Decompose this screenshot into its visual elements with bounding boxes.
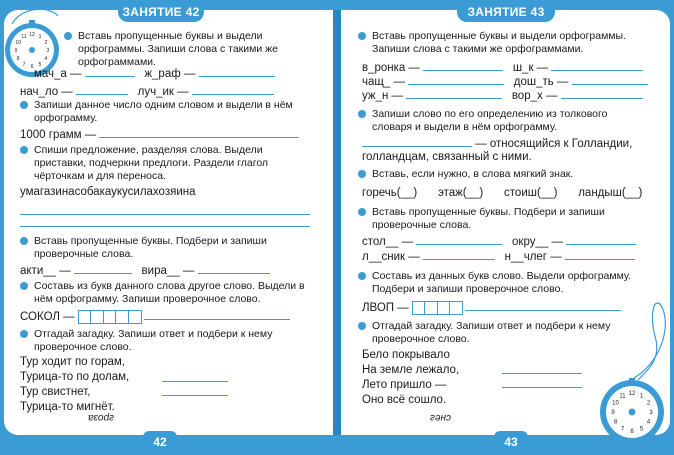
left-task1-row2: нач_ло — луч_ик —	[20, 84, 274, 99]
bullet-icon	[358, 208, 366, 216]
answer-line[interactable]	[162, 395, 228, 396]
clock-numeral: 2	[44, 40, 48, 46]
answer-line[interactable]	[502, 387, 582, 388]
answer-line[interactable]	[162, 381, 228, 382]
right-task2-instruction: Запиши слово по его определению из толкового словаря и выдели в нём орфограмму.	[358, 108, 648, 134]
answer-line[interactable]	[566, 234, 636, 245]
riddle-line: Оно всё сошло.	[362, 394, 447, 406]
clock-numeral: 5	[38, 61, 42, 68]
right-task4-instruction: Вставь пропущенные буквы. Подбери и запиши проверочные слова.	[358, 206, 648, 232]
riddle-line: На земле лежало,	[362, 364, 460, 376]
answer-line[interactable]	[144, 309, 290, 320]
answer-line[interactable]	[565, 249, 635, 260]
right-task5-row: ЛВОП —	[362, 300, 621, 315]
page-number-right: 43	[494, 431, 528, 453]
bullet-icon	[358, 32, 366, 40]
lesson-title-right: ЗАНЯТИЕ 43	[457, 2, 555, 22]
soft-sign-word[interactable]: стоиш(__)	[504, 187, 558, 199]
answer-line[interactable]	[423, 249, 495, 260]
clock-numeral: 8	[16, 56, 20, 62]
bullet-icon	[64, 32, 72, 40]
right-task3-instruction: Вставь, если нужно, в слова мягкий знак.	[358, 168, 648, 181]
left-task2-instruction: Запиши данное число одним словом и выдели в нём орфограмму.	[20, 99, 310, 125]
riddle-line: Лето пришло —	[362, 379, 447, 391]
answer-line[interactable]	[99, 127, 299, 138]
right-task6-instruction: Отгадай загадку. Запиши ответ и подбери к нему проверочное слово.	[358, 320, 648, 346]
clock-numeral: 1	[38, 34, 42, 41]
answer-line[interactable]	[465, 300, 621, 311]
answer-line[interactable]	[192, 84, 274, 95]
page-number-left: 42	[143, 431, 177, 453]
lesson-title-left: ЗАНЯТИЕ 42	[118, 2, 204, 22]
clock-numeral: 11	[619, 393, 626, 400]
clock-numeral: 8	[613, 419, 618, 426]
clock-numeral: 9	[611, 410, 615, 416]
clock-numeral: 4	[646, 419, 651, 426]
clock-numeral: 3	[649, 410, 653, 416]
left-task1-row1: мач_а — ж_раф —	[34, 66, 275, 81]
riddle-line: Тур свистнет,	[20, 386, 91, 398]
left-task4-row: акти__ — вира__ —	[20, 263, 270, 278]
answer-line[interactable]	[362, 136, 472, 147]
clock-numeral: 12	[628, 391, 636, 397]
riddle-answer-upside-down: снег	[430, 412, 451, 423]
clock-numeral: 2	[646, 400, 651, 407]
clock-numeral: 10	[15, 40, 21, 46]
right-task3-words	[362, 186, 642, 200]
answer-line[interactable]	[20, 214, 310, 215]
clock-numeral: 10	[612, 400, 619, 407]
left-task3-instruction: Спиши предложение, разделяя слова. Выдели приставки, подчеркни предлоги. Раздели глагол чёрточкам и для переноса.	[20, 144, 312, 183]
answer-line[interactable]	[408, 74, 504, 85]
bullet-icon	[20, 146, 28, 154]
clock-numeral: 1	[639, 393, 644, 400]
right-riddle	[362, 348, 459, 408]
clock-numeral: 4	[44, 56, 48, 62]
bullet-icon	[358, 170, 366, 178]
answer-line[interactable]	[551, 60, 643, 71]
right-task4-row2: л__сник — н__члег —	[362, 249, 635, 264]
answer-line[interactable]	[423, 60, 503, 71]
right-task2-line2: голландцам, связанный с ними.	[362, 151, 532, 163]
left-riddle	[20, 355, 129, 415]
riddle-answer-upside-down: гроза	[88, 412, 115, 423]
riddle-line: Турица-то мигнёт.	[20, 401, 115, 413]
clock-numeral: 5	[639, 426, 644, 433]
clock-numeral: 9	[14, 48, 18, 54]
soft-sign-word[interactable]: ландыш(__)	[578, 187, 643, 199]
right-task1-instruction: Вставь пропущенные буквы и выдели орфограммы. Запиши слова с такими же орфограммами.	[358, 30, 648, 56]
answer-line[interactable]	[85, 66, 135, 77]
soft-sign-word[interactable]: этаж(__)	[437, 187, 484, 199]
right-task5-instruction: Составь из данных букв слово. Выдели орфограмму. Подбери и запиши проверочное слово.	[358, 270, 648, 296]
book-gutter	[333, 10, 341, 435]
soft-sign-word[interactable]: горечь(__)	[362, 187, 418, 199]
answer-line[interactable]	[561, 88, 643, 99]
letter-boxes[interactable]	[412, 302, 462, 314]
bullet-icon	[20, 101, 28, 109]
riddle-line: Бело покрывало	[362, 349, 450, 361]
clock-numeral: 6	[630, 429, 634, 435]
answer-line[interactable]	[406, 88, 502, 99]
bullet-icon	[358, 110, 366, 118]
riddle-line: Тур ходит по горам,	[20, 356, 125, 368]
left-task3-sentence: умагазинасобакаукусилахозяина	[20, 186, 196, 198]
bullet-icon	[358, 272, 366, 280]
clock-numeral: 3	[46, 48, 50, 54]
right-task1-row1: в_ронка — ш_к —	[362, 60, 643, 75]
letter-boxes[interactable]	[78, 311, 141, 323]
right-task4-row1: стол__ — окру__ —	[362, 234, 636, 249]
answer-line[interactable]	[76, 84, 128, 95]
left-task5-row: СОКОЛ —	[20, 309, 290, 324]
answer-line[interactable]	[199, 66, 275, 77]
clock-numeral: 7	[620, 426, 625, 433]
left-task4-instruction: Вставь пропущенные буквы. Подбери и запиши проверочные слова.	[20, 235, 312, 261]
left-task2-row: 1000 грамм —	[20, 127, 299, 142]
right-task1-row2: чащ_ — дош_ть —	[362, 74, 648, 89]
right-task2-line1: — относящийся к Голландии,	[362, 136, 632, 151]
bullet-icon	[358, 322, 366, 330]
answer-line[interactable]	[416, 234, 502, 245]
answer-line[interactable]	[572, 74, 648, 85]
left-task6-instruction: Отгадай загадку. Запиши ответ и подбери к нему проверочное слово.	[20, 328, 312, 354]
bullet-icon	[20, 237, 28, 245]
clock-numeral: 6	[30, 64, 34, 70]
riddle-line: Турица-то по долам,	[20, 371, 130, 383]
left-task5-instruction: Составь из букв данного слова другое слово. Выдели в нём орфограмму. Запиши проверочное слово.	[20, 280, 312, 306]
answer-line[interactable]	[198, 263, 270, 274]
left-task1-instruction: Вставь пропущенные буквы и выдели орфограммы. Запиши слова с такими же орфограммами.	[64, 30, 314, 69]
right-task1-row3: уж_н — вор_х —	[362, 88, 643, 103]
clock-numeral: 12	[29, 32, 35, 38]
answer-line[interactable]	[20, 226, 310, 227]
clock-numeral: 11	[21, 34, 27, 41]
bullet-icon	[20, 330, 28, 338]
clock-numeral: 7	[22, 61, 26, 68]
answer-line[interactable]	[502, 373, 582, 374]
answer-line[interactable]	[74, 263, 132, 274]
bullet-icon	[20, 282, 28, 290]
